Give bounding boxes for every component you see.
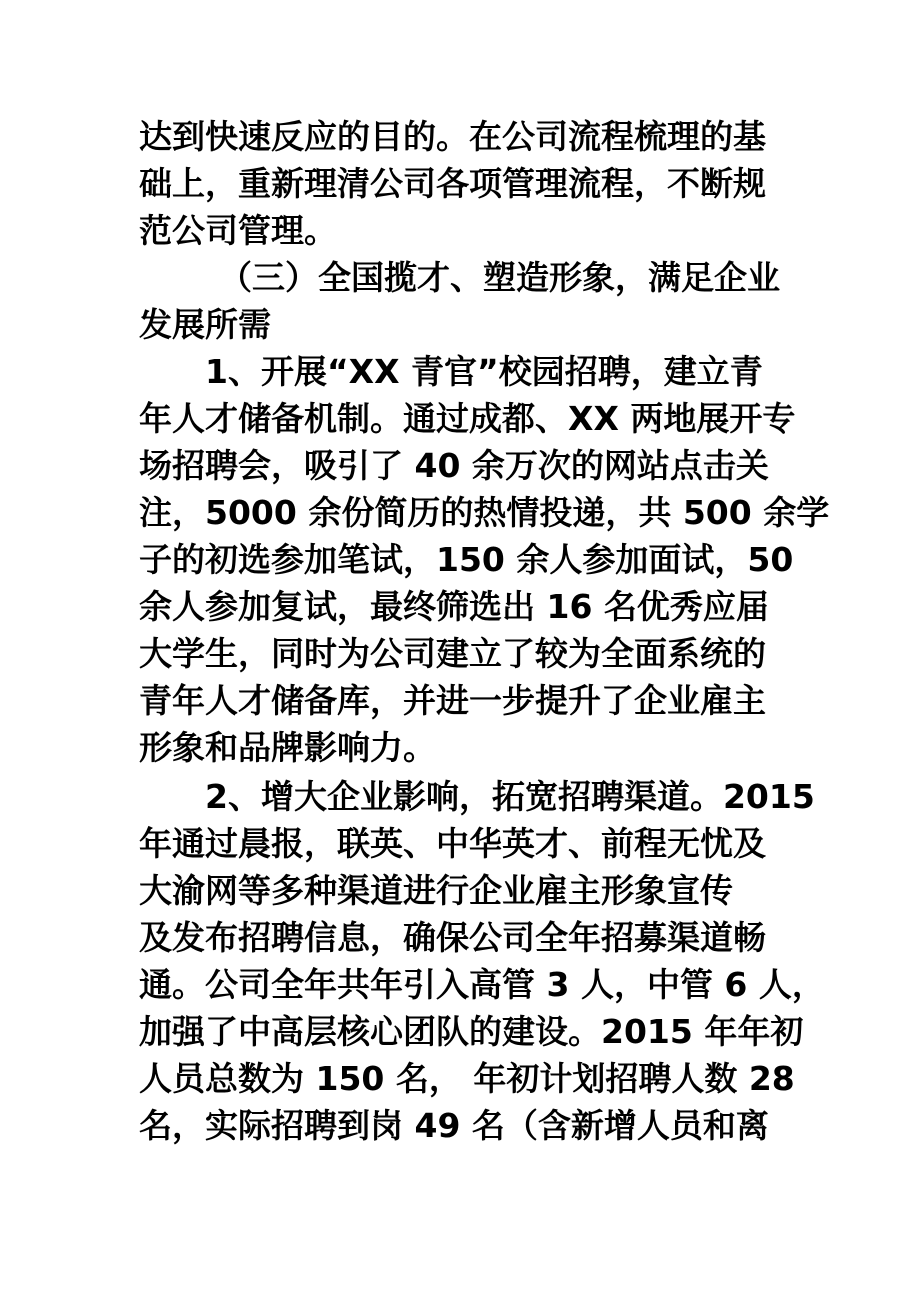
text-line: 加强了中高层核心团队的建设。2015 年年初 bbox=[139, 1012, 804, 1051]
text-line: 大渝网等多种渠道进行企业雇主形象宣传 bbox=[139, 871, 733, 910]
text-line: 场招聘会，吸引了 40 余万次的网站点击关 bbox=[139, 446, 769, 485]
text-line: 础上，重新理清公司各项管理流程，不断规 bbox=[139, 164, 766, 203]
text-line: 注，5000 余份简历的热情投递，共 500 余学 bbox=[139, 493, 830, 532]
text-line: 年人才储备机制。通过成都、XX 两地展开专 bbox=[139, 399, 796, 438]
paragraph-process bbox=[139, 113, 789, 254]
text-line: 形象和品牌影响力。 bbox=[139, 728, 436, 767]
text-line: 2、增大企业影响，拓宽招聘渠道。2015 bbox=[205, 777, 815, 816]
heading-line: 发展所需 bbox=[139, 305, 271, 344]
text-line: 达到快速反应的目的。在公司流程梳理的基 bbox=[139, 117, 766, 156]
text-line: 及发布招聘信息，确保公司全年招募渠道畅 bbox=[139, 918, 766, 957]
text-line: 青年人才储备库，并进一步提升了企业雇主 bbox=[139, 681, 766, 720]
paragraph-recruiting-channels bbox=[139, 773, 825, 1149]
text-line: 1、开展“XX 青官”校园招聘，建立青 bbox=[205, 352, 763, 391]
text-line: 子的初选参加笔试，150 余人参加面试，50 bbox=[139, 540, 794, 579]
text-line: 名，实际招聘到岗 49 名（含新增人员和离 bbox=[139, 1106, 769, 1145]
text-line: 范公司管理。 bbox=[139, 211, 337, 250]
paragraph-campus-recruiting bbox=[139, 348, 830, 771]
text-line: 余人参加复试，最终筛选出 16 名优秀应届 bbox=[139, 587, 769, 626]
heading-line: （三）全国揽才、塑造形象，满足企业 bbox=[219, 258, 780, 297]
section-heading bbox=[139, 254, 789, 348]
text-line: 大学生，同时为公司建立了较为全面系统的 bbox=[139, 634, 766, 673]
document-page bbox=[139, 113, 830, 1149]
text-line: 人员总数为 150 名， 年初计划招聘人数 28 bbox=[139, 1059, 795, 1098]
text-line: 年通过晨报，联英、中华英才、前程无忧及 bbox=[139, 824, 766, 863]
text-line: 通。公司全年共年引入高管 3 人，中管 6 人， bbox=[139, 965, 825, 1004]
